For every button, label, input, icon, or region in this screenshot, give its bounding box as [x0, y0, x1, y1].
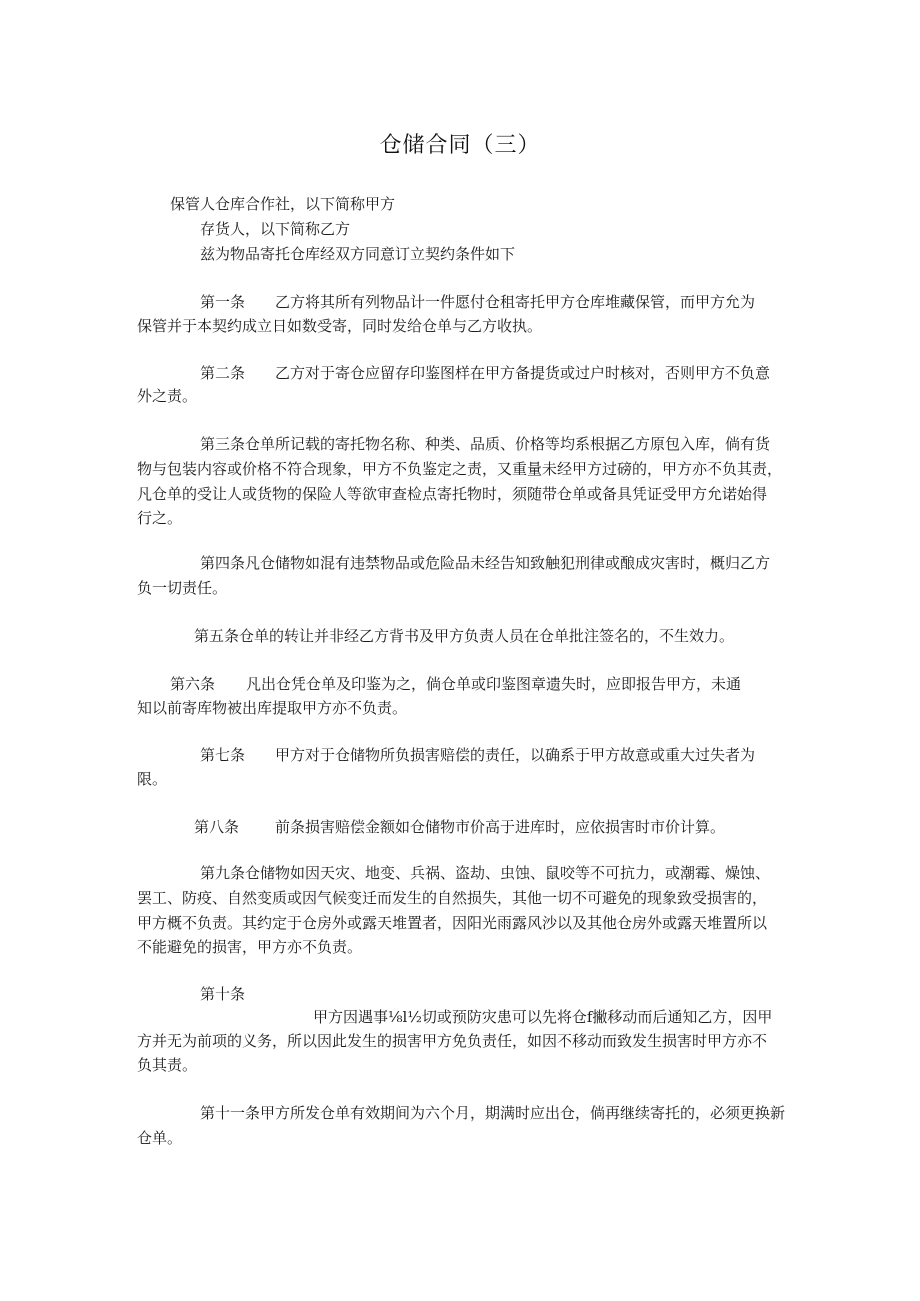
article-6-line-1: 凡出仓凭仓单及印鉴为之，倘仓单或印鉴图章遗失时，应即报告甲方，未通 [246, 675, 742, 693]
article-10-label: 第十条 [200, 985, 246, 1003]
preamble-line-3: 兹为物品寄托仓库经双方同意订立契约条件如下 [200, 245, 516, 263]
article-11-line-2: 仓单。 [137, 1129, 183, 1147]
article-9-line-1: 第九条仓储物如因天灾、地变、兵祸、盗劫、虫蚀、鼠咬等不可抗力，或潮霉、燥蚀、 [200, 864, 771, 882]
document-title: 仓储合同（三） [379, 133, 541, 158]
article-3-line-2: 物与包装内容或价格不符合现象，甲方不负鉴定之责，又重量未经甲方过磅的，甲方亦不负其责， [137, 460, 783, 478]
article-9-line-3: 甲方概不负责。其约定于仓房外或露天堆置者，因阳光雨露风沙以及其他仓房外或露天堆置所以 [137, 914, 768, 932]
article-6-line-2: 知以前寄库物被出库提取甲方亦不负责。 [137, 699, 408, 717]
article-7-line-2: 限。 [137, 770, 168, 788]
article-5-line-1: 第五条仓单的转让并非经乙方背书及甲方负责人员在仓单批注签名的，不生效力。 [194, 627, 735, 645]
article-2-label: 第二条 [200, 364, 246, 382]
article-10-line-3: 负其责。 [137, 1056, 198, 1074]
article-7-label: 第七条 [200, 746, 246, 764]
article-6-label: 第六条 [170, 675, 216, 693]
article-3-line-4: 行之。 [137, 509, 183, 527]
article-4-line-2: 负一切责任。 [137, 579, 228, 597]
article-11-line-1: 第十一条甲方所发仓单有效期间为六个月，期满时应出仓，倘再继续寄托的，必须更换新 [200, 1104, 786, 1122]
article-9-line-2: 罢工、防疫、自然变质或因气候变迁而发生的自然损失，其他一切不可避免的现象致受损害的， [137, 889, 768, 907]
article-10-line-2: 方并无为前项的义务，所以因此发生的损害甲方免负责任，如因不移动而致发生损害时甲方亦不 [137, 1032, 768, 1050]
article-8-line-1: 前条损害赔偿金额如仓储物市价高于进库时，应依损害时市价计算。 [275, 818, 726, 836]
article-2-line-1: 乙方对于寄仓应留存印鉴图样在甲方备提货或过户时核对，否则甲方不负意 [275, 364, 771, 382]
article-10-line-1: 甲方因遇事⅛l½切或预防灾患可以先将仓f撇移动而后通知乙方，因甲 [313, 1008, 773, 1026]
article-3-line-1: 第三条仓单所记载的寄托物名称、种类、品质、价格等均系根据乙方原包入库，倘有货 [200, 435, 771, 453]
article-1-line-2: 保管并于本契约成立日如数受寄，同时发给仓单与乙方收执。 [137, 317, 543, 335]
article-1-label: 第一条 [200, 293, 246, 311]
article-2-line-2: 外之责。 [137, 387, 198, 405]
article-1-line-1: 乙方将其所有列物品计一件愿付仓租寄托甲方仓库堆藏保管，而甲方允为 [275, 293, 756, 311]
article-7-line-1: 甲方对于仓储物所负损害赔偿的责任，以确系于甲方故意或重大过失者为 [275, 746, 756, 764]
article-9-line-4: 不能避免的损害，甲方亦不负责。 [137, 938, 363, 956]
preamble-line-1: 保管人仓库合作社，以下简称甲方 [170, 195, 396, 213]
article-3-line-3: 凡仓单的受让人或货物的保险人等欲审查检点寄托物时，须随带仓单或备具凭证受甲方允诺始得 [137, 485, 768, 503]
article-8-label: 第八条 [194, 818, 240, 836]
preamble-line-2: 存货人，以下简称乙方 [200, 220, 351, 238]
article-4-line-1: 第四条凡仓储物如混有违禁物品或危险品未经告知致触犯刑律或酿成灾害时，概归乙方 [200, 554, 771, 572]
